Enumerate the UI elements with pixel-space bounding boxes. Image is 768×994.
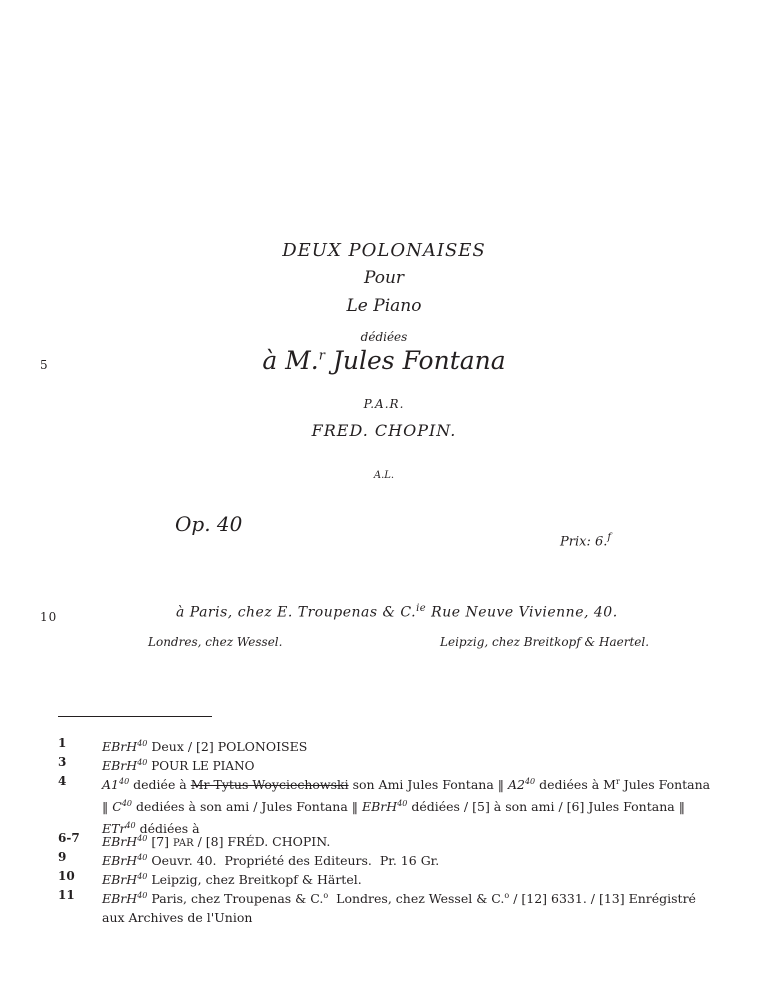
siglum-sup: 40 [125, 821, 136, 831]
source-siglum: EBrH [102, 834, 138, 850]
apparatus-line-number: 4 [58, 774, 67, 788]
leipzig-publisher: Leipzig, chez Breitkopf & Haertel. [440, 635, 650, 649]
footnote-rule [58, 716, 212, 717]
source-siglum: EBrH [102, 853, 138, 869]
siglum-sup: 40 [397, 799, 408, 809]
line-number-5: 5 [40, 358, 48, 372]
reading: dediées à son ami / Jules Fontana ‖ [132, 799, 362, 815]
reading: Paris, chez Troupenas & C. [147, 891, 324, 907]
reading-small-caps: PAR [173, 838, 194, 850]
title-le-piano: Le Piano [346, 296, 422, 316]
abbr-sup: o [504, 891, 510, 900]
reading: Londres, chez Wessel & C. [328, 891, 505, 907]
apparatus-line-number: 6-7 [58, 831, 80, 845]
source-siglum: EBrH [102, 739, 138, 755]
siglum-sup: 40 [137, 758, 148, 767]
reading: dédiées / [5] à son ami / [6] Jules Fontana ‖ [407, 799, 685, 815]
publisher-b: Rue Neuve Vivienne, 40. [426, 604, 618, 621]
reading: / [8] FRÉD. CHOPIN. [193, 834, 331, 850]
source-siglum: EBrH [102, 758, 138, 774]
price-prefix: Prix: 6. [560, 534, 608, 550]
siglum-sup: 40 [118, 777, 130, 786]
publisher-line [176, 603, 618, 621]
source-siglum: ETr [102, 821, 126, 837]
par-line: P.A.R. [363, 397, 405, 411]
reading: POUR LE PIANO [147, 759, 255, 774]
price [560, 532, 611, 549]
apparatus-line-number: 1 [58, 736, 67, 750]
title-pour: Pour [363, 268, 405, 288]
publisher-sup: ie [416, 603, 427, 614]
title-deux-polonaises: DEUX POLONAISES [282, 240, 486, 261]
reading: dediée à [129, 777, 191, 793]
apparatus-entry [58, 886, 718, 927]
reading: Leipzig, chez Breitkopf & Härtel. [147, 872, 362, 888]
publisher-a: à Paris, chez E. Troupenas & C. [176, 604, 417, 621]
dedicatee-name: Jules Fontana [324, 346, 506, 375]
reading: dediées à M [535, 777, 616, 793]
source-siglum: EBrH [102, 872, 138, 888]
apparatus-line-number: 3 [58, 755, 67, 769]
apparatus-line-number: 9 [58, 850, 67, 864]
abbr-sup: r [615, 777, 620, 786]
source-siglum: EBrH [102, 891, 138, 907]
siglum-sup: 40 [137, 739, 148, 748]
apparatus-line-number: 11 [58, 888, 75, 902]
struck-text: Mr Tytus Woyciechowski [190, 777, 349, 793]
siglum-sup: 40 [137, 853, 148, 862]
initials: A.L. [373, 470, 395, 481]
siglum-sup: 40 [137, 891, 148, 900]
reading: [7] [147, 834, 174, 850]
opus-number: Op. 40 [175, 512, 243, 536]
reading: Jules Fontana ‖ [102, 777, 711, 815]
abbr-sup: o [323, 891, 329, 900]
dedicatee-prefix: à M. [262, 346, 319, 375]
dedicatee-sup: r [318, 348, 325, 364]
line-number-10: 10 [40, 610, 58, 624]
reading: son Ami Jules Fontana ‖ [348, 777, 508, 793]
london-publisher: Londres, chez Wessel. [148, 635, 283, 649]
apparatus-line-number: 10 [58, 869, 75, 883]
dedicatee-line [0, 346, 768, 375]
siglum-sup: 40 [137, 834, 148, 843]
reading: dédiées à [135, 821, 200, 837]
apparatus-text [102, 886, 718, 927]
price-sup: f [607, 532, 612, 543]
title-dediees: dédiées [360, 330, 408, 344]
source-siglum: A2 [507, 777, 525, 793]
siglum-sup: 40 [137, 872, 148, 881]
source-siglum: A1 [102, 777, 119, 793]
siglum-sup: 40 [524, 777, 536, 786]
reading: / [12] 6331. / [13] Enrégistré aux Archives de l'Union [102, 891, 700, 926]
reading: Oeuvr. 40. Propriété des Editeurs. Pr. 16 Gr. [147, 853, 440, 869]
reading: Deux / [2] POLONOISES [147, 739, 308, 755]
source-siglum: EBrH [362, 799, 398, 815]
source-siglum: C [112, 799, 122, 815]
siglum-sup: 40 [121, 799, 132, 809]
composer-line: FRED. CHOPIN. [311, 421, 457, 440]
